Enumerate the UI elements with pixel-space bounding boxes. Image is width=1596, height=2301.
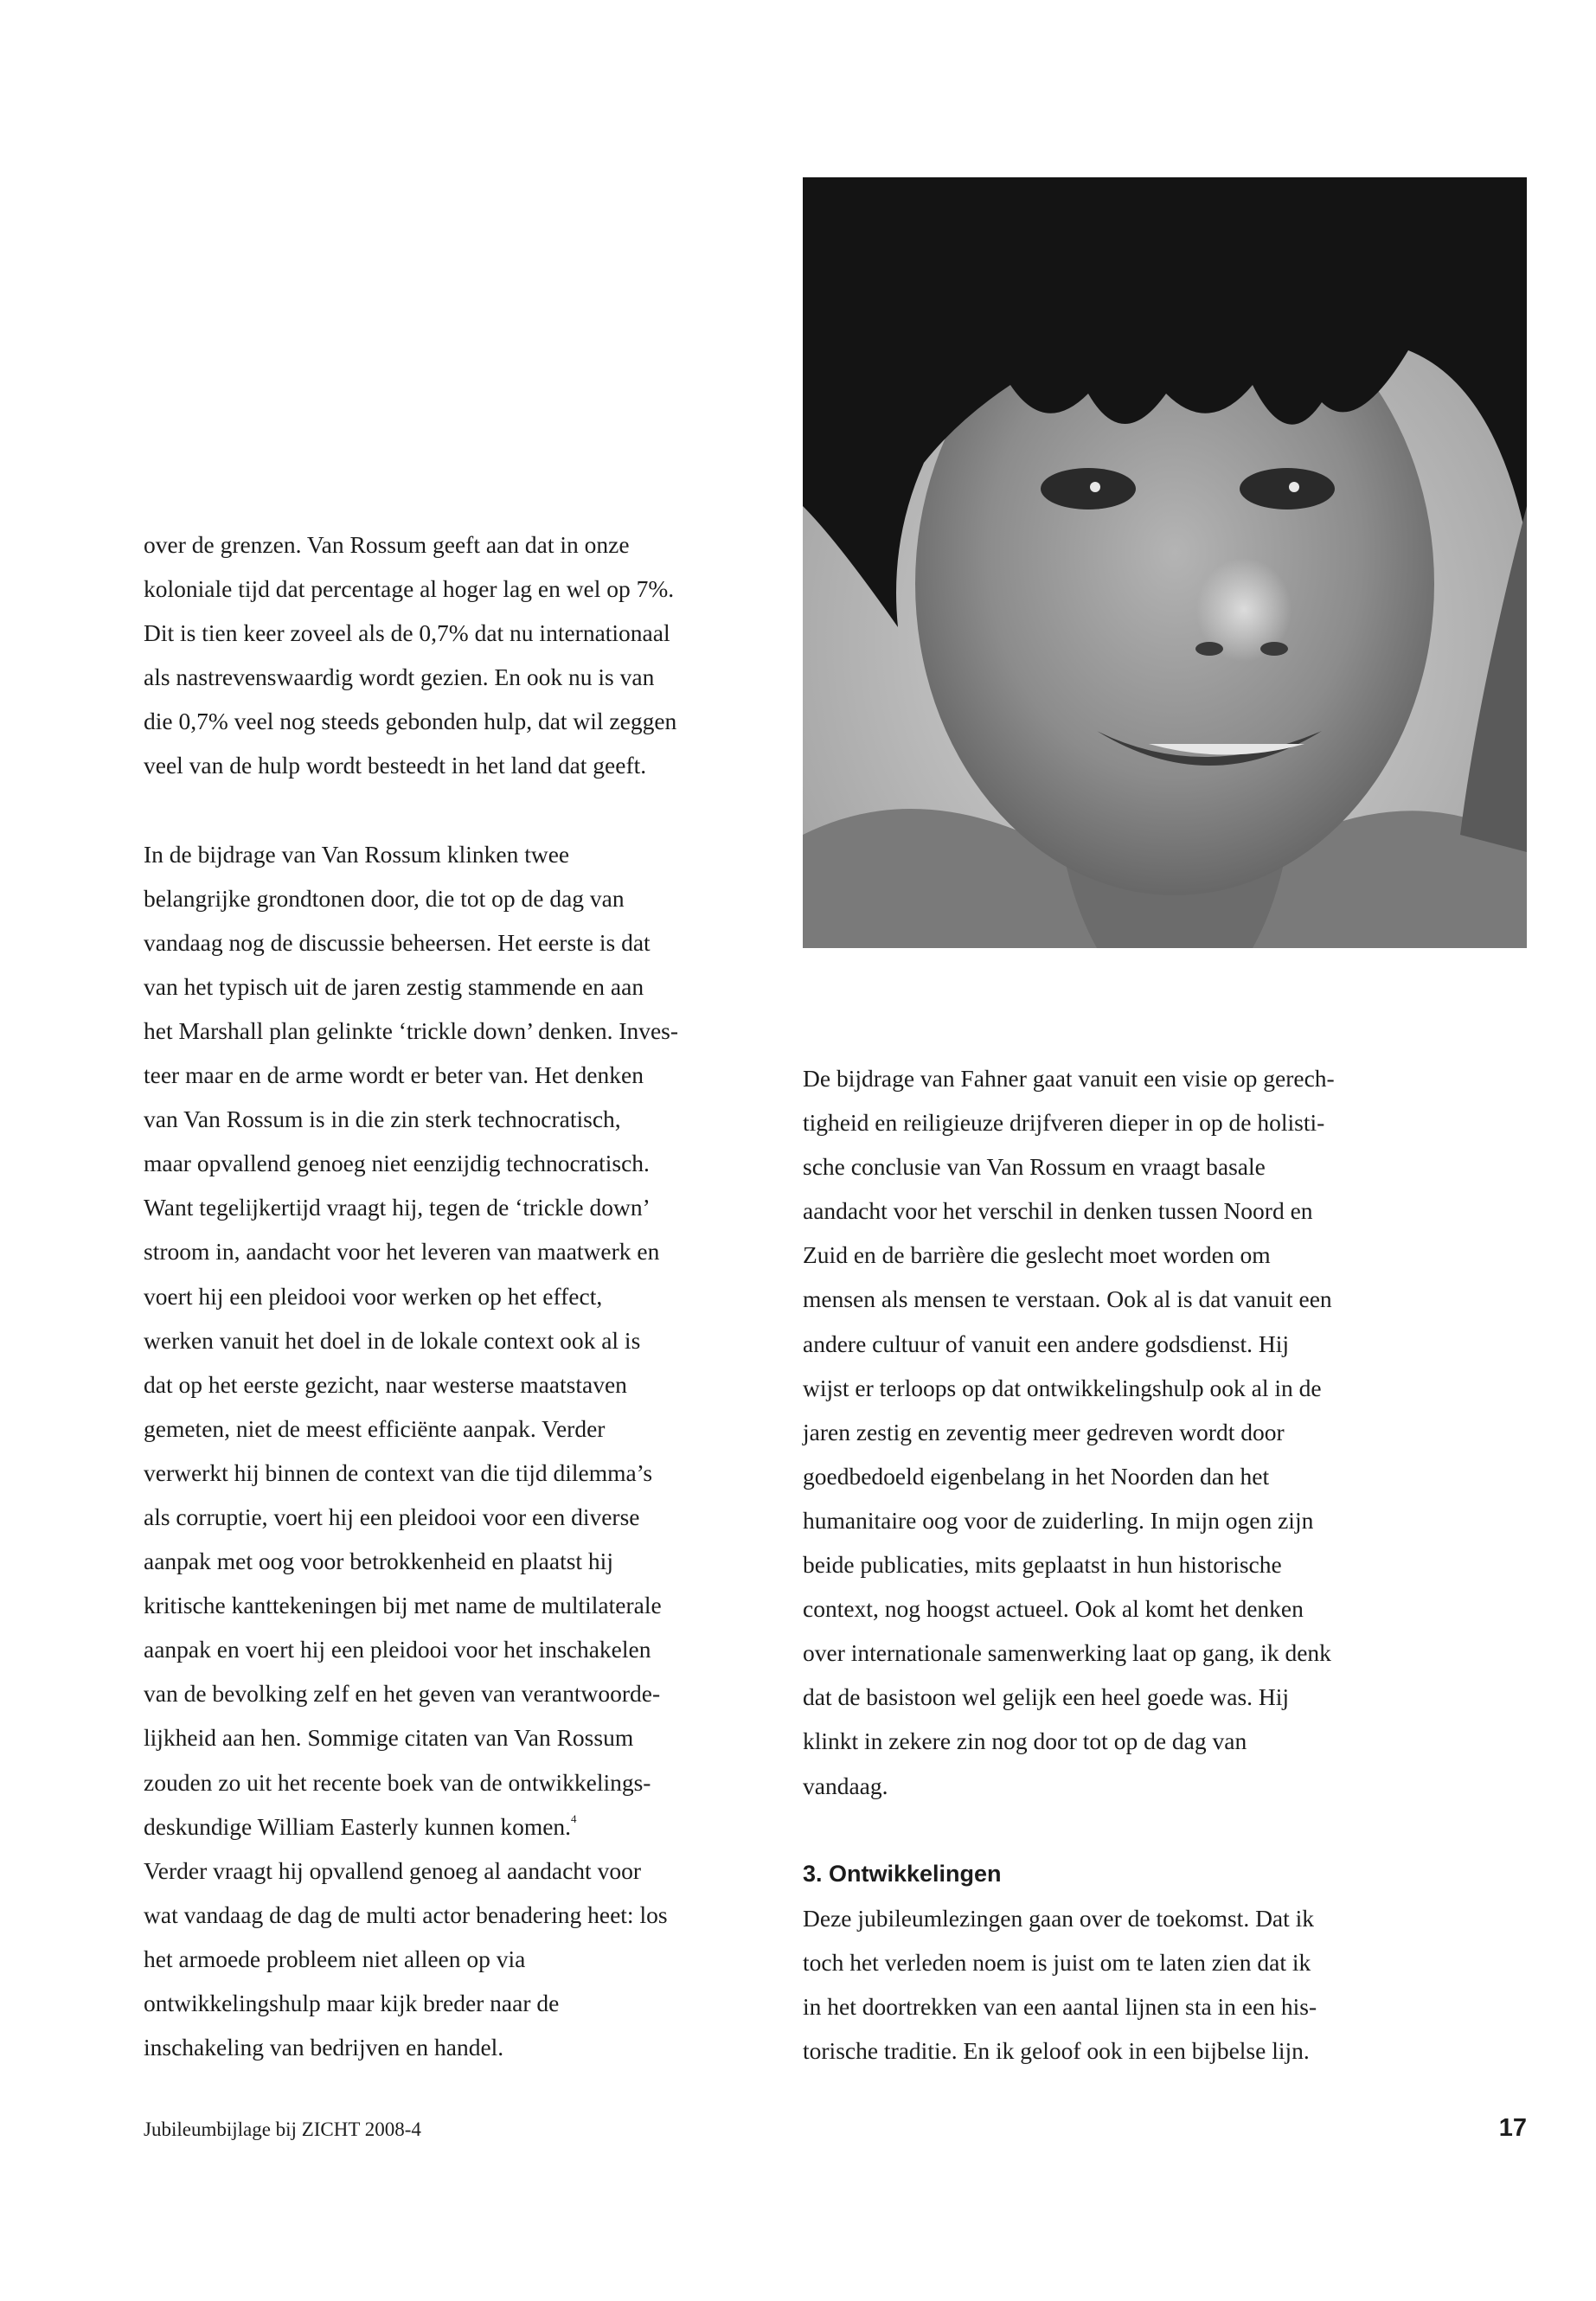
text-line: voert hij een pleidooi voor werken op het effect, xyxy=(144,1282,603,1310)
text-line: Dit is tien keer zoveel als de 0,7% dat nu internationaal xyxy=(144,619,670,647)
text-line: mensen als mensen te verstaan. Ook al is dat vanuit een xyxy=(803,1285,1332,1313)
text-line: beide publicaties, mits geplaatst in hun historische xyxy=(803,1551,1282,1579)
paragraph-gap xyxy=(144,788,766,832)
child-portrait-photo xyxy=(803,177,1527,948)
text-line: stroom in, aandacht voor het leveren van maatwerk en xyxy=(144,1238,660,1266)
text-line: Deze jubileumlezingen gaan over de toekomst. Dat ik xyxy=(803,1904,1315,1932)
text-line: wijst er terloops op dat ontwikkelingshulp ook al in de xyxy=(803,1374,1322,1401)
publication-footer: Jubileumbijlage bij ZICHT 2008-4 xyxy=(144,2118,421,2140)
text-line: Want tegelijkertijd vraagt hij, tegen de ‘trickle down’ xyxy=(144,1194,651,1221)
text-line: van Van Rossum is in die zin sterk technocratisch, xyxy=(144,1106,621,1133)
right-text-column xyxy=(803,1056,1426,2073)
page-number: 17 xyxy=(1498,2114,1527,2142)
portrait-illustration xyxy=(803,177,1527,948)
text-line: maar opvallend genoeg niet eenzijdig technocratisch. xyxy=(144,1150,650,1177)
text-line: belangrijke grondtonen door, die tot op de dag van xyxy=(144,884,625,912)
text-line: aandacht voor het verschil in denken tussen Noord en xyxy=(803,1197,1313,1225)
text-line: van het typisch uit de jaren zestig stammende en aan xyxy=(144,972,644,1000)
text-line: kritische kanttekeningen bij met name de multilaterale xyxy=(144,1592,662,1619)
text-line: als corruptie, voert hij een pleidooi voor een diverse xyxy=(144,1503,640,1530)
text-line: gemeten, niet de meest efficiënte aanpak. Verder xyxy=(144,1414,606,1442)
text-line: over internationale samenwerking laat op gang, ik denk xyxy=(803,1639,1331,1667)
text-line: klinkt in zekere zin nog door tot op de dag van xyxy=(803,1727,1247,1755)
left-text-column xyxy=(144,522,766,2069)
text-line: lijkheid aan hen. Sommige citaten van Van Rossum xyxy=(144,1724,634,1752)
left-paragraph-1 xyxy=(144,522,766,788)
right-paragraph-2 xyxy=(803,1896,1426,2073)
text-line: Verder vraagt hij opvallend genoeg al aandacht voor xyxy=(144,1856,641,1884)
text-line: humanitaire oog voor de zuiderling. In mijn ogen zijn xyxy=(803,1506,1314,1534)
text-line: dat de basistoon wel gelijk een heel goede was. Hij xyxy=(803,1683,1290,1711)
text-line: vandaag. xyxy=(803,1772,888,1799)
text-line: aanpak met oog voor betrokkenheid en plaatst hij xyxy=(144,1548,613,1575)
text-line: het Marshall plan gelinkte ‘trickle down’ denken. Inves- xyxy=(144,1016,679,1044)
text-line: toch het verleden noem is juist om te laten zien dat ik xyxy=(803,1948,1311,1976)
text-line: dat op het eerste gezicht, naar westerse maatstaven xyxy=(144,1370,627,1398)
footnote-reference[interactable]: 4 xyxy=(571,1811,577,1825)
text-line: die 0,7% veel nog steeds gebonden hulp, dat wil zeggen xyxy=(144,708,677,735)
text-line: inschakeling van bedrijven en handel. xyxy=(144,2034,504,2061)
left-paragraph-2 xyxy=(144,832,766,1849)
text-line: Zuid en de barrière die geslecht moet worden om xyxy=(803,1241,1271,1269)
text-line: aanpak en voert hij een pleidooi voor het inschakelen xyxy=(144,1636,651,1663)
text-line: tigheid en reiligieuze drijfveren dieper in op de holisti- xyxy=(803,1109,1325,1137)
text-line: context, nog hoogst actueel. Ook al komt het denken xyxy=(803,1595,1304,1623)
text-line: ontwikkelingshulp maar kijk breder naar de xyxy=(144,1990,560,2016)
section-heading: 3. Ontwikkelingen xyxy=(803,1860,1002,1887)
text-line: werken vanuit het doel in de lokale context ook al is xyxy=(144,1326,641,1354)
text-line: wat vandaag de dag de multi actor benadering heet: los xyxy=(144,1900,668,1928)
text-line: In de bijdrage van Van Rossum klinken twee xyxy=(144,840,570,868)
text-line: andere cultuur of vanuit een andere godsdienst. Hij xyxy=(803,1330,1290,1357)
text-line: koloniale tijd dat percentage al hoger lag en wel op 7%. xyxy=(144,575,675,603)
text-line: teer maar en de arme wordt er beter van. Het denken xyxy=(144,1061,644,1089)
text-line: veel van de hulp wordt besteedt in het land dat geeft. xyxy=(144,752,647,779)
text-line: torische traditie. En ik geloof ook in een bijbelse lijn. xyxy=(803,2036,1310,2064)
paragraph-gap xyxy=(803,1808,1426,1852)
text-line: jaren zestig en zeventig meer gedreven wordt door xyxy=(803,1418,1285,1445)
text-line: De bijdrage van Fahner gaat vanuit een visie op gerech- xyxy=(803,1065,1335,1092)
text-line: goedbedoeld eigenbelang in het Noorden dan het xyxy=(803,1462,1270,1490)
left-paragraph-3 xyxy=(144,1849,766,2069)
text-line: verwerkt hij binnen de context van die tijd dilemma’s xyxy=(144,1458,653,1486)
text-line-with-footnote xyxy=(144,1804,766,1849)
text-line: van de bevolking zelf en het geven van verantwoorde- xyxy=(144,1680,661,1708)
text-line-content: deskundige William Easterly kunnen komen. xyxy=(144,1812,572,1840)
text-line: over de grenzen. Van Rossum geeft aan dat in onze xyxy=(144,531,630,558)
text-line: zouden zo uit het recente boek van de ontwikkelings- xyxy=(144,1768,651,1796)
text-line: het armoede probleem niet alleen op via xyxy=(144,1945,526,1972)
text-line: in het doortrekken van een aantal lijnen sta in een his- xyxy=(803,1992,1317,2020)
text-line: vandaag nog de discussie beheersen. Het eerste is dat xyxy=(144,928,651,956)
text-line: sche conclusie van Van Rossum en vraagt basale xyxy=(803,1153,1266,1181)
text-line: als nastrevenswaardig wordt gezien. En ook nu is van xyxy=(144,663,655,691)
right-paragraph-1 xyxy=(803,1056,1426,1808)
